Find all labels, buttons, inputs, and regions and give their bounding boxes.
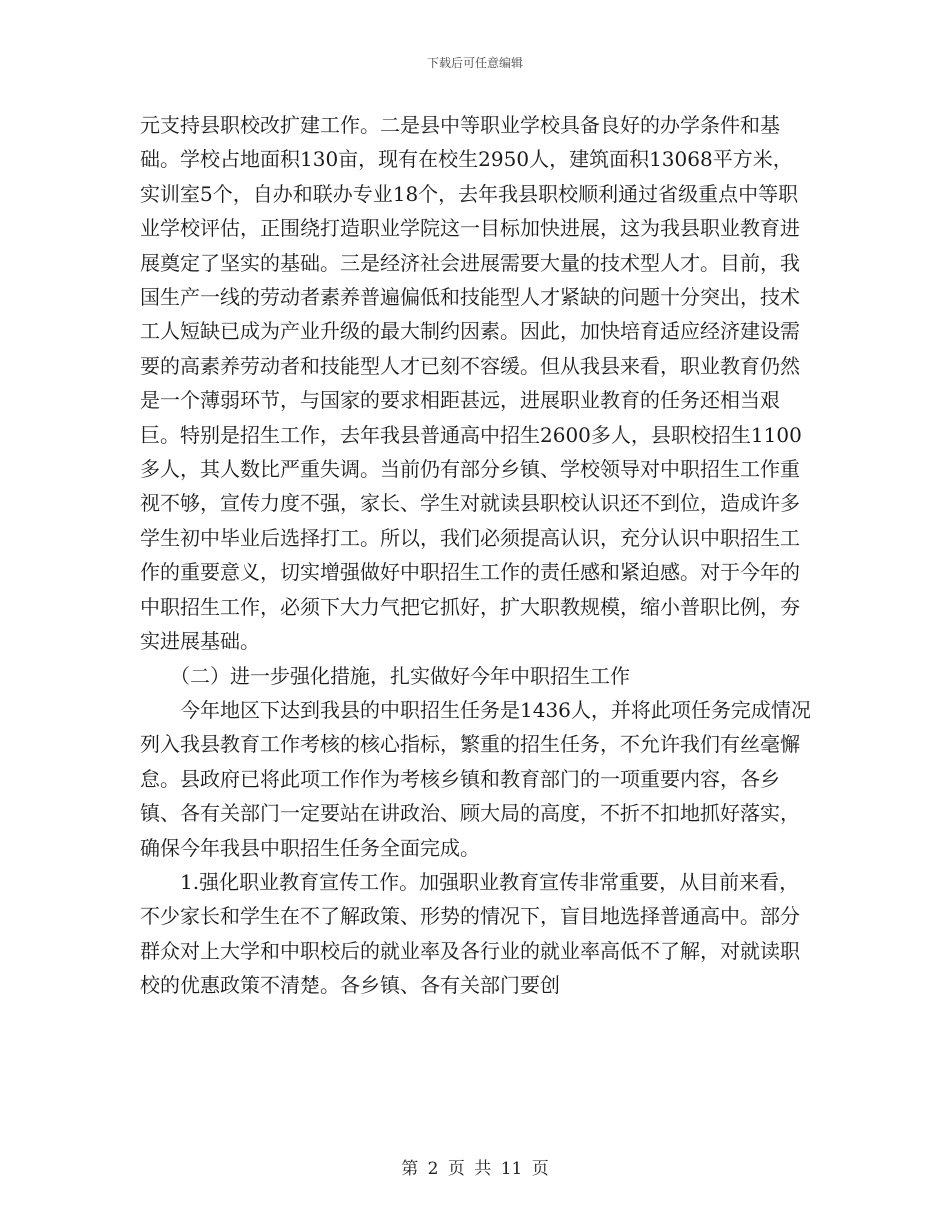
section-heading: （二）进一步强化措施，扎实做好今年中职招生工作	[170, 663, 630, 688]
document-body	[140, 108, 812, 1003]
page-footer: 第 2 页 共 11 页	[401, 1159, 549, 1179]
paragraph-continuation: 元支持县职校改扩建工作。二是县中等职业学校具备良好的办学条件和基础。学校占地面积130亩，现有在校生2950人，建筑面积13068平方米，实训室5个，自办和联办专业18个，去年我县职校顺利通过省级重点中等职业学校评估，正围绕打造职业学院这一目标加快进展，这为我县职业教育进展奠定了坚实的基础。三是经济社会进展需要大量的技术型人才。目前，我国生产一线的劳动者素养普遍偏低和技能型人才紧缺的问题十分突出，技术工人短缺已成为产业升级的最大制约因素。因此，加快培育适应经济建设需要的高素养劳动者和技能型人才已刻不容缓。但从我县来看，职业教育仍然是一个薄弱环节，与国家的要求相距甚远，进展职业教育的任务还相当艰巨。特别是招生工作，去年我县普通高中招生2600多人，县职校招生1100多人，其人数比严重失调。当前仍有部分乡镇、学校领导对中职招生工作重视不够，宣传力度不强，家长、学生对就读县职校认识还不到位，造成许多学生初中毕业后选择打工。所以，我们必须提高认识，充分认识中职招生工作的重要意义，切实增强做好中职招生工作的责任感和紧迫感。对于今年的中职招生工作，必须下大力气把它抓好，扩大职教规模，缩小普职比例，夯实进展基础。	[140, 113, 802, 654]
paragraph-task: 今年地区下达到我县的中职招生任务是1436人，并将此项任务完成情况列入我县教育工作考核的核心指标，繁重的招生任务，不允许我们有丝毫懈怠。县政府已将此项工作作为考核乡镇和教育部门的一项重要内容，各乡镇、各有关部门一定要站在讲政治、顾大局的高度，不折不扣地抓好落实，确保今年我县中职招生任务全面完成。	[140, 697, 811, 860]
paragraph-item-1: 1.强化职业教育宣传工作。加强职业教育宣传非常重要，从目前来看，不少家长和学生在不了解政策、形势的情况下，盲目地选择普通高中。部分群众对上大学和中职校后的就业率及各行业的就业率高低不了解，对就读职校的优惠政策不清楚。各乡镇、各有关部门要创	[140, 869, 800, 998]
page-header: 下载后可任意编辑	[426, 56, 523, 70]
